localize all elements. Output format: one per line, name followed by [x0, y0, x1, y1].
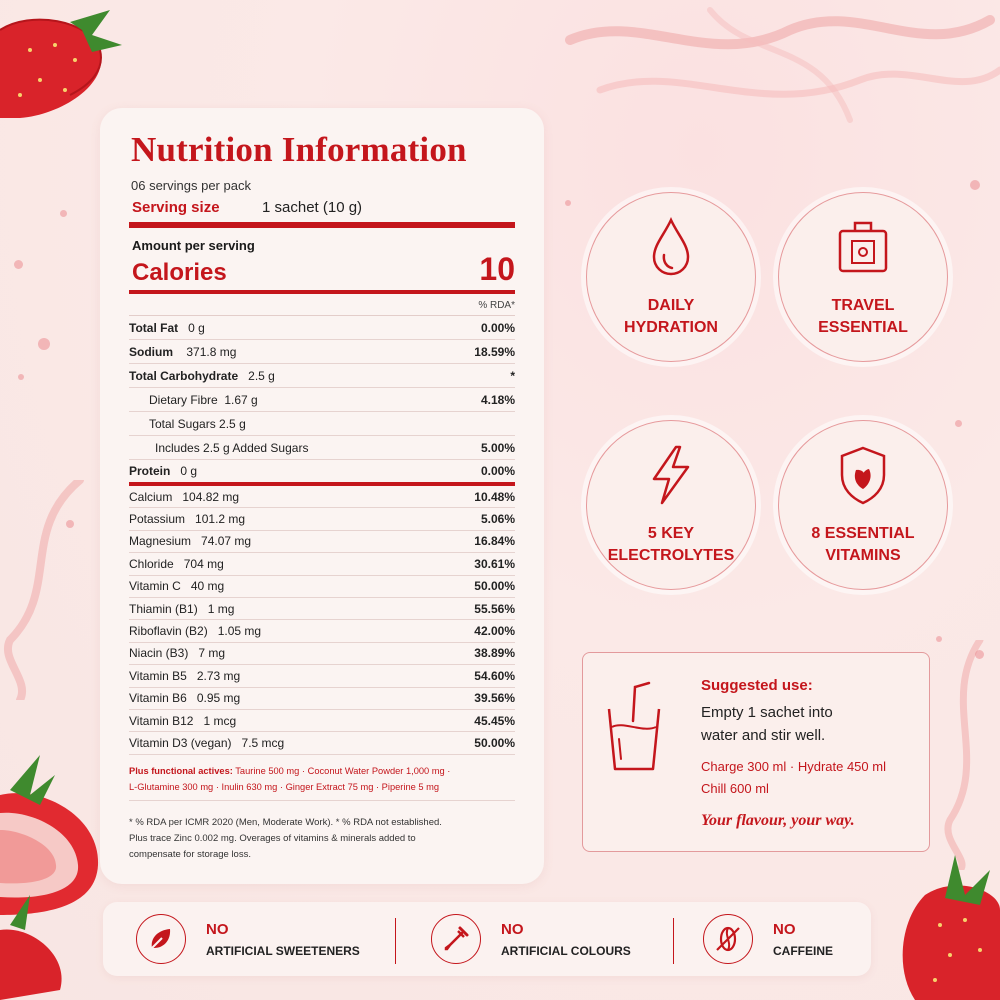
water-splash-decoration: [560, 0, 1000, 180]
nutrient-amount: 74.07 mg: [201, 534, 252, 549]
nutrient-amount: 0 g: [180, 464, 198, 478]
servings-per-pack: 06 servings per pack: [131, 178, 251, 193]
lightning-icon: [644, 445, 698, 505]
functional-actives: [129, 763, 515, 801]
divider-thick: [129, 222, 515, 228]
nutrient-rda: *: [510, 368, 515, 383]
nutrient-row: [129, 620, 515, 642]
nutrient-amount: 1.05 mg: [217, 624, 262, 639]
nutrient-amount: 1.67 g: [224, 392, 258, 407]
nutrient-row: [129, 460, 515, 486]
feature-label: 8 ESSENTIAL VITAMINS: [811, 525, 915, 564]
nutrient-label: Dietary Fibre: [149, 392, 218, 407]
suggested-use-text: [701, 677, 926, 830]
nutrient-label: Protein: [129, 464, 171, 478]
nutrient-row: [129, 364, 515, 388]
serving-size-value: 1 sachet (10 g): [262, 199, 363, 216]
serving-size-row: [132, 199, 515, 216]
nutrient-amount: 0.95 mg: [196, 691, 241, 706]
footnote-line: Plus trace Zinc 0.002 mg. Overages of vitamins & minerals added to: [129, 832, 416, 844]
nutrient-label: Vitamin B12: [129, 713, 194, 728]
bubble-decoration: [975, 650, 984, 659]
claim-text: ARTIFICIAL COLOURS: [501, 943, 631, 958]
nutrient-rda: 5.06%: [480, 512, 515, 527]
feature-label: TRAVEL ESSENTIAL: [818, 297, 908, 336]
nutrient-row: [129, 531, 515, 553]
nutrient-label: Magnesium: [129, 534, 192, 549]
strawberry-illustration: [0, 755, 102, 1000]
nutrient-amount: 1 mcg: [203, 713, 237, 728]
bubble-decoration: [18, 374, 24, 380]
nutrient-row: [129, 316, 515, 340]
nutrient-row: [129, 732, 515, 754]
feature-electrolytes: [586, 420, 756, 590]
nutrient-rda: 55.56%: [474, 601, 515, 616]
nutrient-rda: 42.00%: [474, 624, 515, 639]
claim-no-colours: [431, 914, 631, 964]
claim-no: NO: [501, 920, 524, 938]
nutrient-amount: 2.5 g: [219, 416, 246, 431]
claims-divider: [395, 918, 396, 964]
leaf-icon: [136, 914, 186, 964]
nutrient-row: [129, 643, 515, 665]
nutrient-label: Total Sugars: [149, 416, 216, 431]
suggested-use-tagline: Your flavour, your way.: [701, 812, 855, 829]
strawberry-illustration: [0, 0, 125, 125]
nutrient-row: [129, 688, 515, 710]
bubble-decoration: [38, 338, 50, 350]
nutrient-label: Sodium: [129, 344, 173, 359]
claims-divider: [673, 918, 674, 964]
bubble-decoration: [936, 636, 942, 642]
nutrient-label: Calcium: [129, 489, 173, 504]
feature-label: 5 KEY ELECTROLYTES: [607, 525, 735, 564]
nutrient-label: Thiamin (B1): [129, 601, 198, 616]
nutrition-title: Nutrition Information: [131, 130, 467, 169]
nutrient-label: Total Fat: [129, 320, 179, 335]
water-splash-decoration: [0, 480, 100, 700]
nutrient-amount: 2.5 g: [248, 368, 275, 383]
claim-text: CAFFEINE: [773, 943, 833, 958]
nutrient-row: [129, 553, 515, 575]
suggested-use-volumes: Charge 300 ml · Hydrate 450 ml Chill 600 ml: [701, 759, 886, 796]
claim-text: ARTIFICIAL SWEETENERS: [206, 943, 360, 958]
nutrient-rda: 5.00%: [480, 440, 515, 455]
calories-label: Calories: [132, 259, 227, 286]
feature-daily-hydration: [586, 192, 756, 362]
nutrient-row: [129, 436, 515, 460]
nutrient-label: Niacin (B3): [129, 646, 189, 661]
claim-no: NO: [773, 920, 796, 938]
nutrient-amount: 2.73 mg: [196, 668, 241, 683]
nutrient-row: [129, 340, 515, 364]
nutrient-label: Chloride: [129, 556, 174, 571]
nutrient-row: [129, 388, 515, 412]
nutrient-rda: 50.00%: [474, 579, 515, 594]
actives-label: Plus functional actives:: [129, 765, 233, 776]
leaf-shield-icon: [836, 445, 890, 505]
nutrient-rda: 16.84%: [474, 534, 515, 549]
nutrient-amount: 7.5 mcg: [241, 735, 285, 750]
bubble-decoration: [970, 180, 980, 190]
nutrient-label: Vitamin D3 (vegan): [129, 735, 232, 750]
nutrient-amount: 0 g: [188, 320, 205, 335]
strawberry-illustration: [895, 850, 1000, 1000]
nutrient-row: [129, 576, 515, 598]
nutrient-rda: 10.48%: [474, 489, 515, 504]
nutrient-row: [129, 508, 515, 530]
serving-size-label: Serving size: [132, 199, 220, 216]
nutrient-amount: 40 mg: [190, 579, 225, 594]
suitcase-icon: [836, 217, 890, 277]
rda-header: % RDA*: [129, 294, 515, 316]
feature-travel-essential: [778, 192, 948, 362]
nutrient-label: Vitamin B5: [129, 668, 187, 683]
nutrient-rda: 0.00%: [480, 320, 515, 335]
feature-vitamins: [778, 420, 948, 590]
nutrient-label: Vitamin B6: [129, 691, 187, 706]
nutrient-amount: 1 mg: [207, 601, 235, 616]
claim-no-caffeine: [703, 914, 833, 964]
water-splash-decoration: [930, 640, 1000, 870]
nutrient-row: [129, 486, 515, 508]
dropper-icon: [431, 914, 481, 964]
claims-bar: [103, 902, 871, 976]
actives-line: L-Glutamine 300 mg · Inulin 630 mg · Ginger Extract 75 mg · Piperine 5 mg: [129, 781, 440, 792]
bubble-decoration: [66, 520, 74, 528]
nutrient-label: Vitamin C: [129, 579, 181, 594]
claim-no: NO: [206, 920, 229, 938]
nutrient-rda: 30.61%: [474, 556, 515, 571]
nutrient-rda: 54.60%: [474, 668, 515, 683]
nutrient-amount: 104.82 mg: [182, 489, 240, 504]
nutrition-facts-panel: [100, 108, 544, 884]
nutrient-row: [129, 412, 515, 436]
nutrient-label: Potassium: [129, 512, 186, 527]
nutrient-rda: 38.89%: [474, 646, 515, 661]
feature-label: DAILY HYDRATION: [624, 297, 718, 336]
bubble-decoration: [60, 210, 67, 217]
suggested-use-box: [582, 652, 930, 852]
nutrient-label: Total Carbohydrate: [129, 368, 239, 383]
suggested-use-heading: Suggested use:: [701, 677, 813, 694]
suggested-use-instructions: Empty 1 sachet into water and stir well.: [701, 704, 833, 744]
nutrient-rda: 39.56%: [474, 691, 515, 706]
nutrient-label: Includes 2.5 g Added Sugars: [155, 440, 309, 455]
bubble-decoration: [955, 420, 962, 427]
nutrient-row: [129, 665, 515, 687]
actives-line: Taurine 500 mg · Coconut Water Powder 1,000 mg ·: [235, 765, 451, 776]
nutrient-rda: 18.59%: [474, 344, 515, 359]
nutrient-amount: 7 mg: [198, 646, 226, 661]
no-coffee-bean-icon: [703, 914, 753, 964]
claim-no-sweeteners: [136, 914, 360, 964]
bubble-decoration: [14, 260, 23, 269]
nutrient-rda: 4.18%: [480, 392, 515, 407]
nutrient-label: Riboflavin (B2): [129, 624, 208, 639]
calories-row: [132, 251, 515, 288]
nutrient-amount: 371.8 mg: [186, 344, 237, 359]
nutrient-amount: 704 mg: [183, 556, 224, 571]
amount-per-serving: Amount per serving: [132, 238, 255, 253]
nutrient-row: [129, 710, 515, 732]
water-drop-icon: [644, 217, 698, 277]
nutrient-row: [129, 598, 515, 620]
glass-with-straw-icon: [605, 681, 663, 771]
nutrient-amount: 101.2 mg: [195, 512, 246, 527]
micronutrient-list: [129, 486, 515, 755]
footnote-line: compensate for storage loss.: [129, 848, 251, 860]
footnote-line: * % RDA per ICMR 2020 (Men, Moderate Work). * % RDA not established.: [129, 816, 442, 828]
calories-value: 10: [479, 251, 515, 287]
nutrient-rda: 45.45%: [474, 713, 515, 728]
nutrient-rda: 50.00%: [474, 735, 515, 750]
bubble-decoration: [565, 200, 571, 206]
nutrient-rda: 0.00%: [480, 464, 515, 478]
footnote: [129, 815, 515, 863]
